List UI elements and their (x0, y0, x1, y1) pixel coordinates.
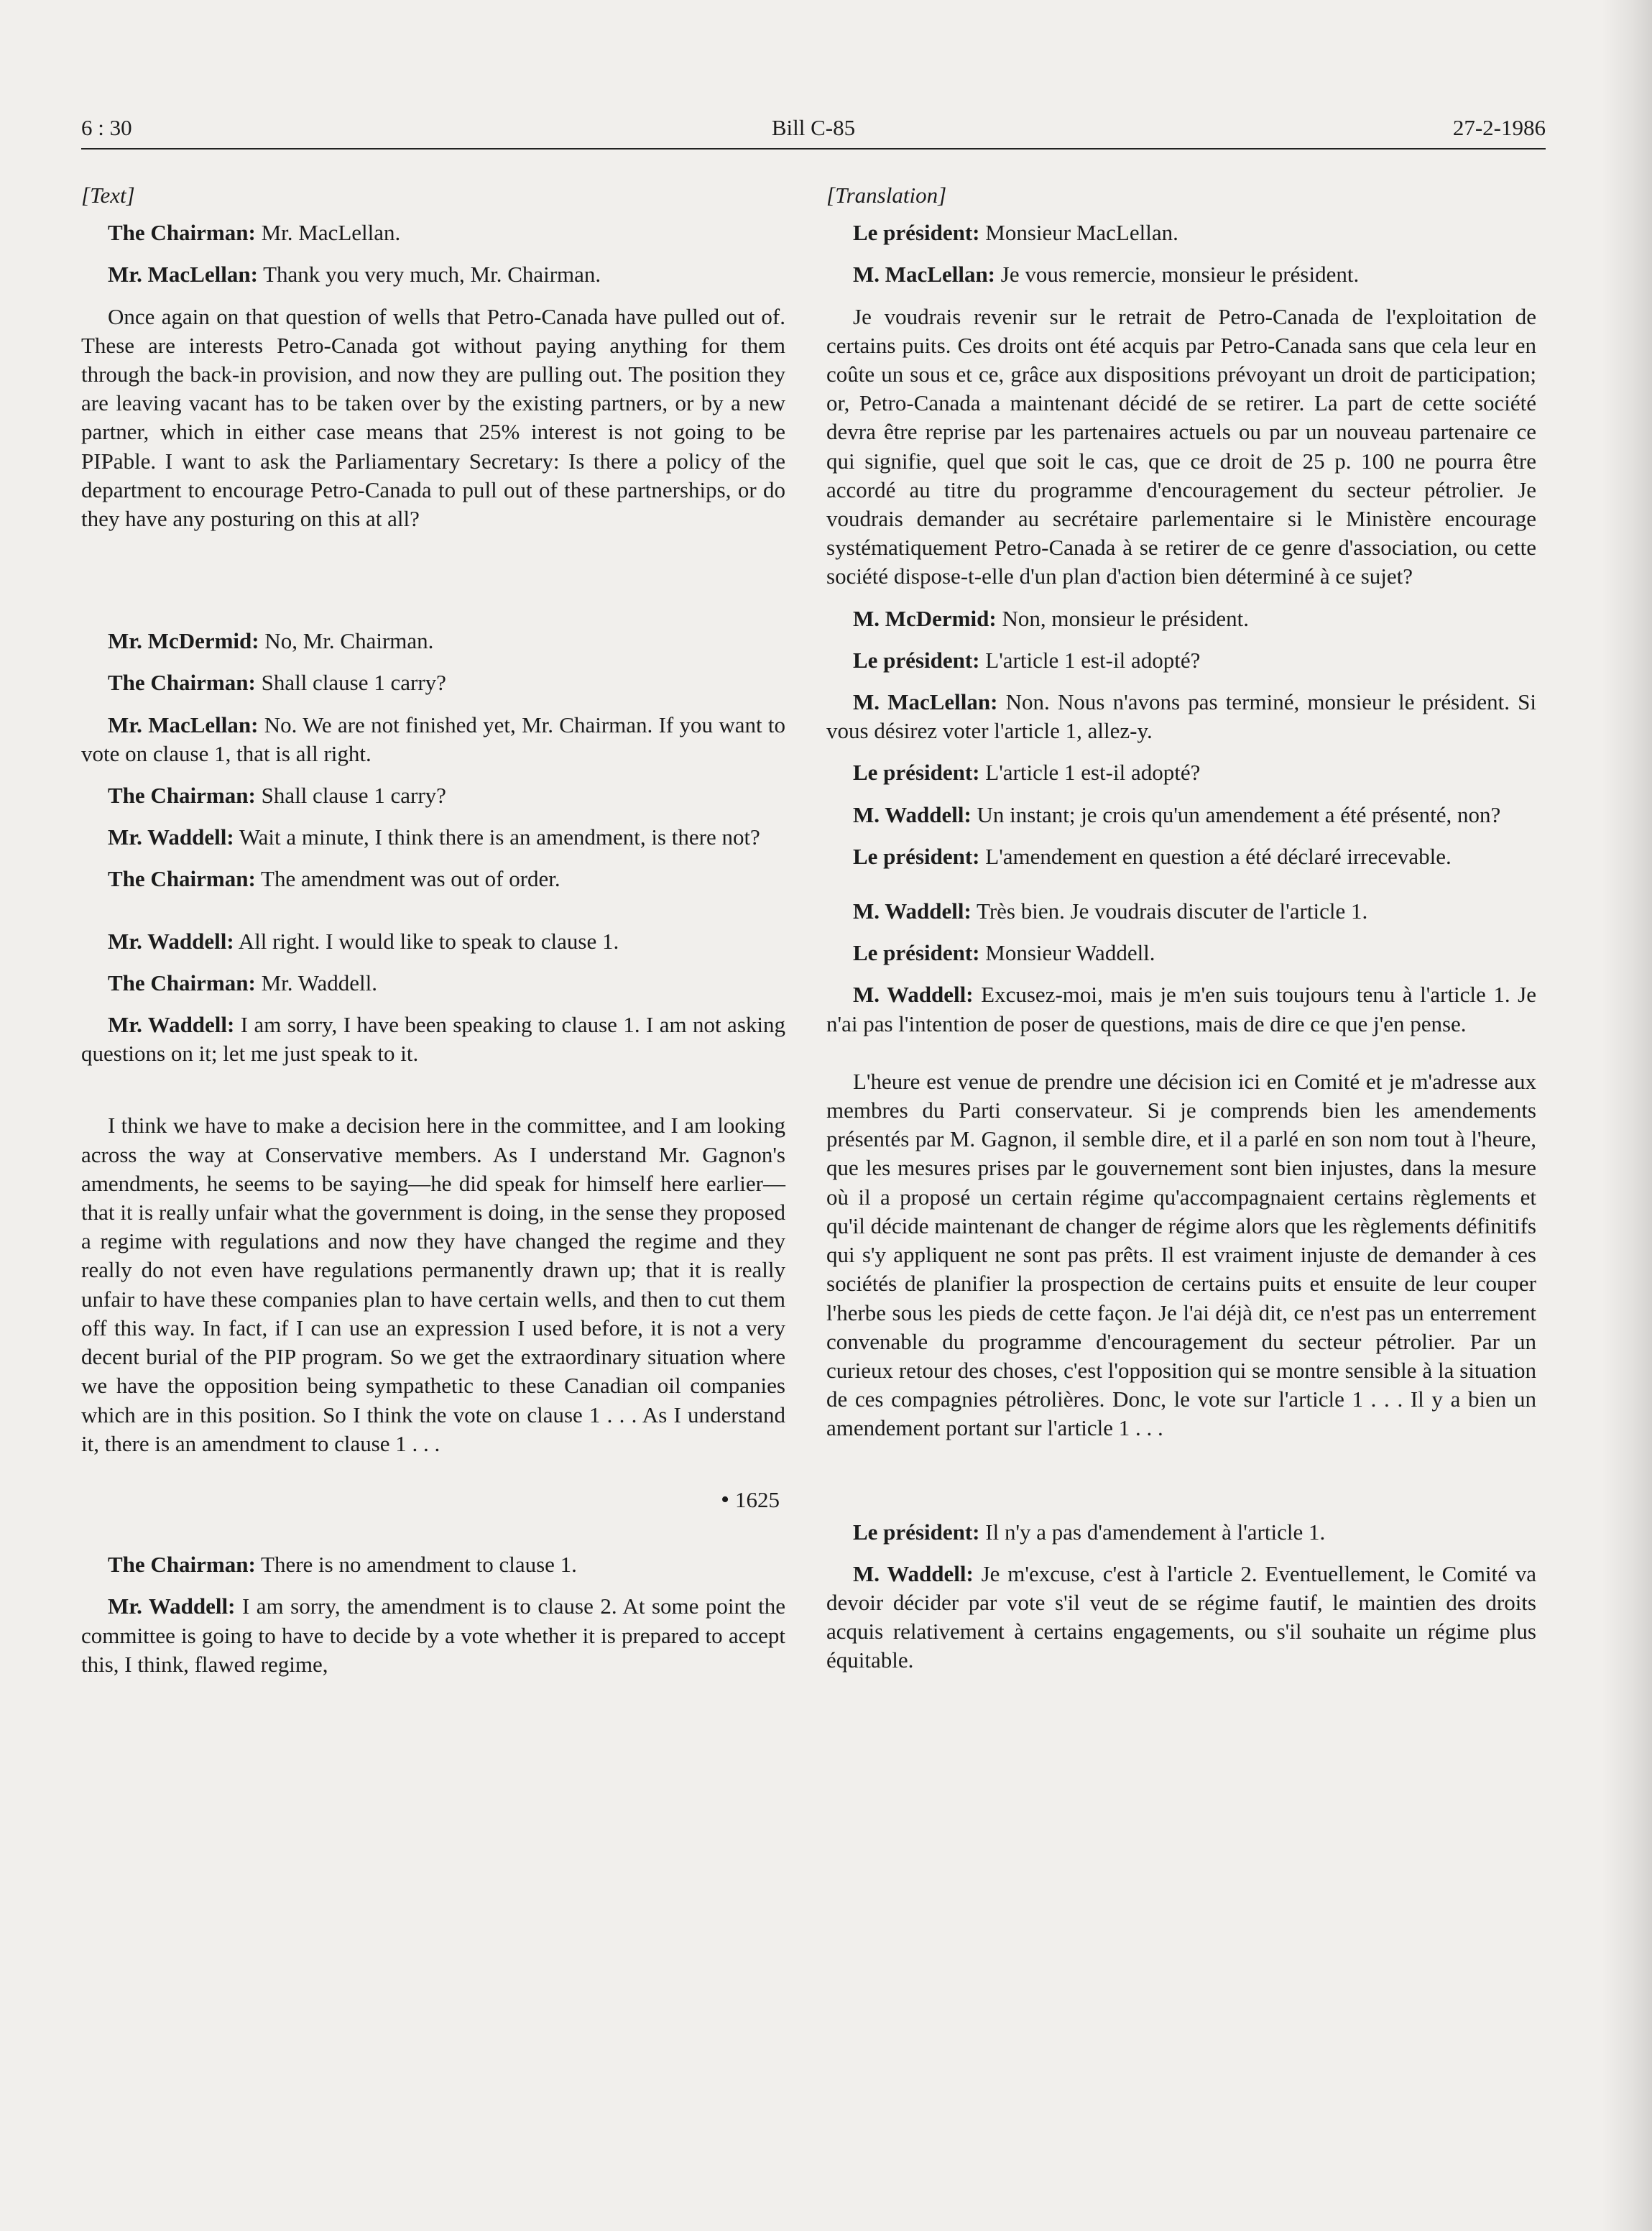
column-label: [Translation] (826, 183, 947, 208)
paragraph (826, 1518, 1536, 1547)
speech-text: Shall clause 1 carry? (255, 670, 446, 696)
speech-text: Un instant; je crois qu'un amendement a été présenté, non? (971, 801, 1501, 827)
speaker-name: Le président: (853, 760, 980, 786)
paragraph (826, 758, 1536, 787)
paragraph (81, 1011, 785, 1068)
paragraph (81, 969, 785, 998)
paragraph (81, 218, 785, 247)
paragraph (826, 604, 1536, 633)
speech-text: I think we have to make a decision here in the committee, and I am looking across the way at Conservative members. As I understand Mr. Gagnon's amendments, he seems to be saying—he did speak for himself here earlier—that it is really unfair what the government is doing, in the sense they proposed a regime with regulations and now they have changed the regime and they really do not even have regulations permanently drawn up; that it is really unfair to have these companies plan to have certain wells, and then to cut them off this way. In fact, if I can use an expression I used before, it is not a very decent burial of the PIP program. So we get the extraordinary situation where we have the opposition being sympathetic to these Canadian oil companies which are in this position. So I think the vote on clause 1 . . . As I understand it, there is an amendment to clause 1 . . . (81, 1113, 785, 1456)
speaker-name: The Chairman: (108, 670, 256, 696)
speaker-name: Mr. McDermid: (108, 628, 259, 654)
paragraph (826, 1067, 1536, 1443)
speech-text: L'article 1 est-il adopté? (979, 647, 1201, 673)
page-number: 6 : 30 (81, 115, 132, 140)
paragraph (81, 260, 785, 289)
speech-text: The amendment was out of order. (255, 866, 560, 892)
speech-text: Mr. MacLellan. (255, 220, 401, 246)
speaker-name: Le président: (853, 940, 980, 966)
speaker-name: M. Waddell: (853, 982, 974, 1008)
header-rule (81, 148, 1546, 150)
speech-text: Je m'excuse, c'est à l'article 2. Eventuellement, le Comité va devoir décider par vote s'il veut de se régime fautif, le maintien des droits acquis relativement à certains engagements, ou s'il souhaite un régime plus équitable. (826, 1560, 1537, 1673)
speaker-name: M. MacLellan: (853, 262, 996, 288)
speech-text: Shall clause 1 carry? (255, 783, 446, 809)
speech-text: No. We are not finished yet, Mr. Chairman. If you want to vote on clause 1, that is all right. (81, 712, 785, 766)
speech-text: L'amendement en question a été déclaré irrecevable. (979, 843, 1452, 869)
speech-text: I am sorry, I have been speaking to clause 1. I am not asking questions on it; let me just speak to it. (81, 1012, 785, 1067)
paragraph (826, 260, 1536, 289)
speaker-name: M. McDermid: (853, 605, 997, 631)
speaker-name: Le président: (853, 1519, 980, 1545)
paragraph (826, 939, 1536, 967)
speaker-name: Mr. Waddell: (108, 928, 234, 954)
speech-text: Mr. Waddell. (255, 970, 377, 995)
speech-text: Non. Nous n'avons pas terminé, monsieur le président. Si vous désirez voter l'article 1, allez-y. (826, 689, 1536, 744)
speaker-name: M. Waddell: (853, 898, 972, 924)
speech-text: I am sorry, the amendment is to clause 2. At some point the committee is going to have to decide by a vote whether it is prepared to accept this, I think, flawed regime, (81, 1593, 785, 1677)
speech-text: Thank you very much, Mr. Chairman. (257, 262, 601, 288)
paragraph (826, 897, 1536, 926)
speaker-name: The Chairman: (108, 1552, 256, 1578)
speech-text: Once again on that question of wells that Petro-Canada have pulled out of. These are interests Petro-Canada got without paying anything for them through the back-in provision, and now they are pulling out. The position they are leaving vacant has to be taken over by the existing partners, or by a new partner, which in either case means that 25% interest is not going to be PIPable. I want to ask the Parliamentary Secretary: Is there a policy of the department to encourage Petro-Canada to pull out of these partnerships, or do they have any posturing on this at all? (81, 303, 785, 532)
page-header (81, 115, 1546, 150)
paragraph (826, 303, 1536, 592)
paragraph (826, 688, 1536, 745)
speaker-name: Mr. MacLellan: (108, 262, 258, 288)
bullet-icon: • (721, 1486, 729, 1513)
speech-text: Excusez-moi, mais je m'en suis toujours tenu à l'article 1. Je n'ai pas l'intention de poser de questions, mais de dire ce que j'en pense. (826, 982, 1537, 1036)
column-label: [Text] (81, 183, 135, 208)
speech-text: There is no amendment to clause 1. (255, 1552, 577, 1578)
speaker-name: M. MacLellan: (853, 689, 998, 715)
speech-text: L'article 1 est-il adopté? (979, 760, 1201, 786)
paragraph (826, 1560, 1536, 1675)
page-date: 27-2-1986 (1452, 115, 1546, 140)
speaker-name: M. Waddell: (853, 1560, 974, 1586)
paragraph (81, 303, 785, 534)
speech-text: Monsieur Waddell. (979, 940, 1155, 966)
paragraph (81, 668, 785, 697)
paragraph (826, 801, 1536, 829)
speaker-name: The Chairman: (108, 220, 256, 246)
speech-text: Wait a minute, I think there is an amendment, is there not? (234, 824, 760, 850)
paragraph (81, 1111, 785, 1458)
paragraph (81, 627, 785, 656)
speaker-name: The Chairman: (108, 970, 256, 995)
speaker-name: Le président: (853, 220, 980, 246)
speaker-name: The Chairman: (108, 866, 256, 892)
speech-text: Monsieur MacLellan. (979, 220, 1178, 246)
speaker-name: Mr. Waddell: (108, 1012, 235, 1038)
paragraph (81, 1550, 785, 1579)
speech-text: Je voudrais revenir sur le retrait de Petro-Canada de l'exploitation de certains puits. Ces droits ont été acquis par Petro-Canada sans que cela leur en coûte un sous et ce, grâce aux dispositions prévoyant un droit de participation; or, Petro-Canada a maintenant décidé de se retirer. La part de cette société devra être reprise par les partenaires actuels ou par un nouveau partenaire ce qui signifie, quel que soit le cas, que ce droit de 25 p. 100 ne pourra être accordé au titre du programme d'encouragement du secteur pétrolier. Je voudrais demander au secrétaire parlementaire si le Ministère encourage systématiquement Petro-Canada à se retirer de ce genre d'association, ou cette société dispose-t-elle d'un plan d'action bien déterminé à ce sujet? (826, 303, 1536, 589)
paragraph (81, 927, 785, 956)
speaker-name: The Chairman: (108, 783, 256, 809)
paragraph (826, 218, 1536, 247)
paragraph (81, 711, 785, 768)
paragraph (81, 1592, 785, 1679)
french-column (826, 181, 1536, 1688)
spacer (81, 546, 785, 627)
speaker-name: Mr. Waddell: (108, 824, 234, 850)
speaker-name: Mr. Waddell: (108, 1593, 236, 1619)
speech-text: Non, monsieur le président. (996, 605, 1249, 631)
speaker-name: Le président: (853, 647, 980, 673)
english-column (81, 181, 785, 1692)
time-marker: • 1625 (721, 1486, 780, 1513)
speech-text: Très bien. Je voudrais discuter de l'article 1. (971, 898, 1368, 924)
paragraph (826, 646, 1536, 675)
paragraph (81, 781, 785, 810)
paragraph (826, 980, 1536, 1038)
paragraph (826, 842, 1536, 871)
speaker-name: Mr. MacLellan: (108, 712, 259, 737)
page-edge-shadow (1602, 0, 1652, 2231)
speech-text: Je vous remercie, monsieur le président. (995, 262, 1360, 288)
speaker-name: M. Waddell: (853, 801, 972, 827)
speaker-name: Le président: (853, 843, 980, 869)
paragraph (81, 865, 785, 893)
speech-text: All right. I would like to speak to clause 1. (234, 928, 619, 954)
paragraph (81, 823, 785, 852)
speech-text: Il n'y a pas d'amendement à l'article 1. (979, 1519, 1326, 1545)
speech-text: L'heure est venue de prendre une décision ici en Comité et je m'adresse aux membres du Parti conservateur. Si je comprends bien les amendements présentés par M. Gagnon, il semble dire, et il a parlé en son nom tout à l'heure, que les mesures prises par le gouvernement sont bien injustes, dans la mesure où il a proposé un certain régime qu'accompagnaient certains règlements et qu'il décide maintenant de changer de régime alors que les règlements définitifs qui s'y appliquent ne sont pas prêts. Il est vraiment injuste de demander à ces sociétés de planifier la prospection de certains puits et ensuite de leur couper l'herbe sous les pieds de cette façon. Je l'ai déjà dit, ce n'est pas un enterrement convenable du programme d'encouragement du secteur pétrolier. Par un curieux retour des choses, c'est l'opposition qui se montre sensible à la situation de ces compagnies pétrolières. Donc, le vote sur l'article 1 . . . Il y a bien un amendement portant sur l'article 1 . . . (826, 1068, 1536, 1441)
bill-title: Bill C-85 (771, 115, 856, 140)
speech-text: No, Mr. Chairman. (259, 628, 434, 654)
